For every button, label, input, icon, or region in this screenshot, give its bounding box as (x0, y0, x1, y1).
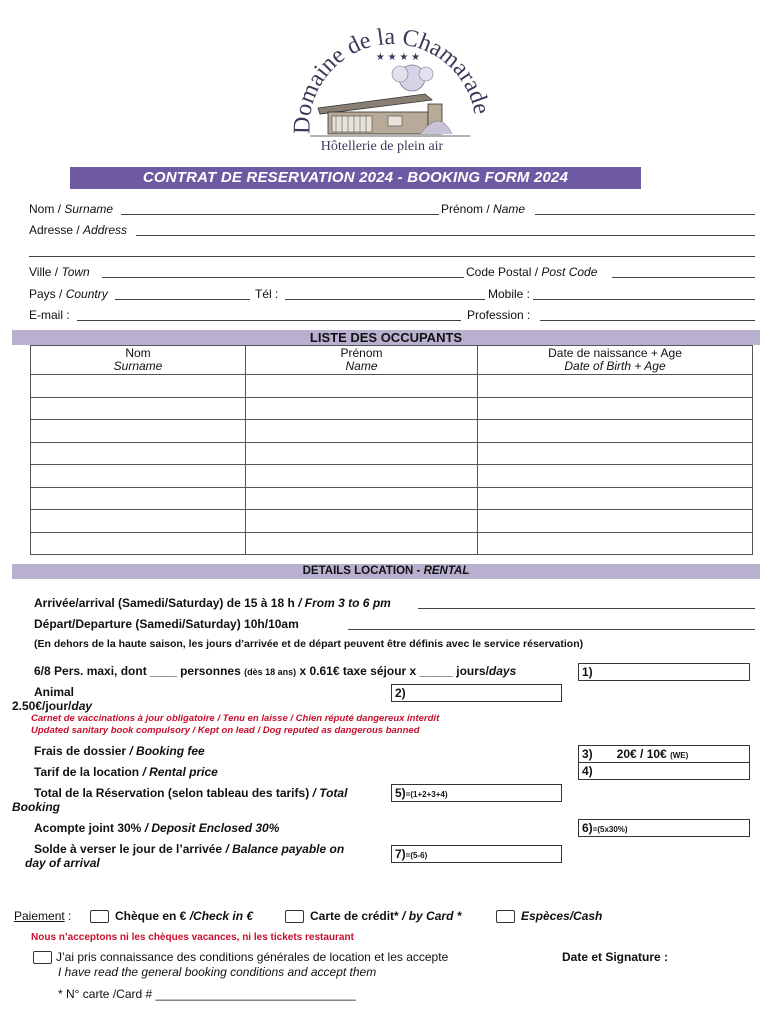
arrival-text: Arrivée/arrival (Samedi/Saturday) de 15 à 18 h / From 3 to 6 pm (34, 596, 391, 610)
country-label: Pays / Country (29, 287, 108, 301)
name-cell[interactable] (246, 375, 478, 398)
surname-cell[interactable] (31, 442, 246, 465)
card-number-field[interactable]: ______________________________ (155, 987, 356, 1001)
birth-cell[interactable] (478, 510, 753, 533)
departure-text: Départ/Departure (Samedi/Saturday) 10h/10am (34, 617, 299, 631)
mobile-field[interactable] (533, 299, 755, 300)
table-row (31, 532, 753, 555)
address-label: Adresse / Address (29, 223, 128, 237)
box-4[interactable]: 4) (578, 762, 750, 780)
birth-cell[interactable] (478, 375, 753, 398)
surname-label: Nom / Surname (29, 202, 114, 216)
cheque-checkbox[interactable] (90, 910, 109, 923)
address-field[interactable] (136, 235, 755, 236)
table-row (31, 487, 753, 510)
deposit-label: Acompte joint 30% / Deposit Enclosed 30% (34, 821, 280, 835)
logo-stars: ★ ★ ★ ★ (375, 52, 421, 63)
form-title: CONTRAT DE RESERVATION 2024 - BOOKING FORM 2024 (70, 167, 641, 189)
phone-field[interactable] (285, 299, 485, 300)
phone-label: Tél : (255, 287, 279, 301)
animal-note-en: Updated sanitary book compulsory / Kept on lead / Dog reputed as dangerous banned (31, 725, 420, 736)
surname-cell[interactable] (31, 487, 246, 510)
birth-cell[interactable] (478, 442, 753, 465)
box-3[interactable]: 3) 20€ / 10€ (WE) (578, 745, 750, 763)
table-row (31, 442, 753, 465)
cash-checkbox[interactable] (496, 910, 515, 923)
payment-row: Paiement : (14, 909, 72, 923)
total-label-2: Booking (12, 800, 60, 814)
table-row (31, 420, 753, 443)
email-field[interactable] (77, 320, 461, 321)
table-row (31, 375, 753, 398)
box-5[interactable]: 5)=(1+2+3+4) (391, 784, 562, 802)
table-row (31, 397, 753, 420)
postcode-field[interactable] (612, 277, 755, 278)
animal-note-fr: Carnet de vaccinations à jour obligatoire / Tenu en laisse / Chien réputé dangereux interdit (31, 713, 440, 724)
animal-price: 2.50€/jour/day (12, 699, 93, 713)
surname-cell[interactable] (31, 532, 246, 555)
firstname-field[interactable] (535, 214, 755, 215)
fee-label: Frais de dossier / Booking fee (34, 744, 205, 758)
box-7[interactable]: 7)=(5-6) (391, 845, 562, 863)
surname-field[interactable] (121, 214, 439, 215)
box-1[interactable]: 1) (578, 663, 750, 681)
balance-label: Solde à verser le jour de l’arrivée / Balance payable on (34, 842, 345, 856)
birth-cell[interactable] (478, 420, 753, 443)
birth-cell[interactable] (478, 532, 753, 555)
address-field-2[interactable] (29, 256, 755, 257)
card-checkbox[interactable] (285, 910, 304, 923)
occupants-table (30, 345, 753, 555)
profession-label: Profession : (467, 308, 531, 322)
logo-arc-text: Domaine de la Chamarade (289, 23, 495, 135)
date-signature-label: Date et Signature : (562, 950, 669, 964)
payment-warning: Nous n’acceptons ni les chèques vacances, ni les tickets restaurant (31, 932, 354, 943)
balance-label-2: day of arrival (25, 856, 100, 870)
surname-cell[interactable] (31, 375, 246, 398)
departure-field[interactable] (348, 629, 755, 630)
col-surname: Nom Surname (31, 346, 246, 375)
name-cell[interactable] (246, 487, 478, 510)
animal-label: Animal (34, 685, 75, 699)
conditions-option[interactable]: J’ai pris connaissance des conditions générales de location et les accepte (33, 950, 448, 965)
birth-cell[interactable] (478, 397, 753, 420)
birth-cell[interactable] (478, 487, 753, 510)
table-row (31, 465, 753, 488)
box-6[interactable]: 6)=(5x30%) (578, 819, 750, 837)
logo-subtitle: Hôtellerie de plein air (320, 139, 444, 154)
col-birth: Date de naissance + Age Date of Birth + Age (478, 346, 753, 375)
card-option[interactable]: Carte de crédit* / by Card * (285, 909, 461, 924)
name-cell[interactable] (246, 397, 478, 420)
surname-cell[interactable] (31, 465, 246, 488)
price-label: Tarif de la location / Rental price (34, 765, 218, 779)
arrival-note: (En dehors de la haute saison, les jours d’arrivée et de départ peuvent être définis avec le service réservation) (34, 638, 584, 650)
birth-cell[interactable] (478, 465, 753, 488)
surname-cell[interactable] (31, 397, 246, 420)
persons-line: 6/8 Pers. maxi, dont ____ personnes (dès 18 ans) x 0.61€ taxe séjour x _____ jours/days (34, 664, 517, 678)
name-cell[interactable] (246, 510, 478, 533)
email-label: E-mail : (29, 308, 70, 322)
conditions-en: I have read the general booking conditions and accept them (58, 965, 377, 979)
country-field[interactable] (115, 299, 250, 300)
postcode-label: Code Postal / Post Code (466, 265, 598, 279)
domaine-logo (270, 8, 500, 158)
name-cell[interactable] (246, 442, 478, 465)
box-2[interactable]: 2) (391, 684, 562, 702)
name-cell[interactable] (246, 465, 478, 488)
town-field[interactable] (102, 277, 464, 278)
conditions-checkbox[interactable] (33, 951, 52, 964)
name-cell[interactable] (246, 532, 478, 555)
col-name: Prénom Name (246, 346, 478, 375)
card-number-row: * N° carte /Card # ______________________________ (58, 987, 356, 1001)
town-label: Ville / Town (29, 265, 90, 279)
surname-cell[interactable] (31, 510, 246, 533)
table-row (31, 510, 753, 533)
cheque-option[interactable]: Chèque en € /Check in € (90, 909, 253, 924)
cash-option[interactable]: Espèces/Cash (496, 909, 602, 924)
surname-cell[interactable] (31, 420, 246, 443)
firstname-label: Prénom / Name (441, 202, 526, 216)
payment-label: Paiement (14, 909, 65, 923)
arrival-field[interactable] (418, 608, 755, 609)
profession-field[interactable] (540, 320, 755, 321)
name-cell[interactable] (246, 420, 478, 443)
total-label: Total de la Réservation (selon tableau des tarifs) / Total (34, 786, 348, 800)
occupants-title: LISTE DES OCCUPANTS (309, 330, 463, 345)
mobile-label: Mobile : (488, 287, 531, 301)
rental-title: DETAILS LOCATION - RENTAL (302, 565, 470, 577)
